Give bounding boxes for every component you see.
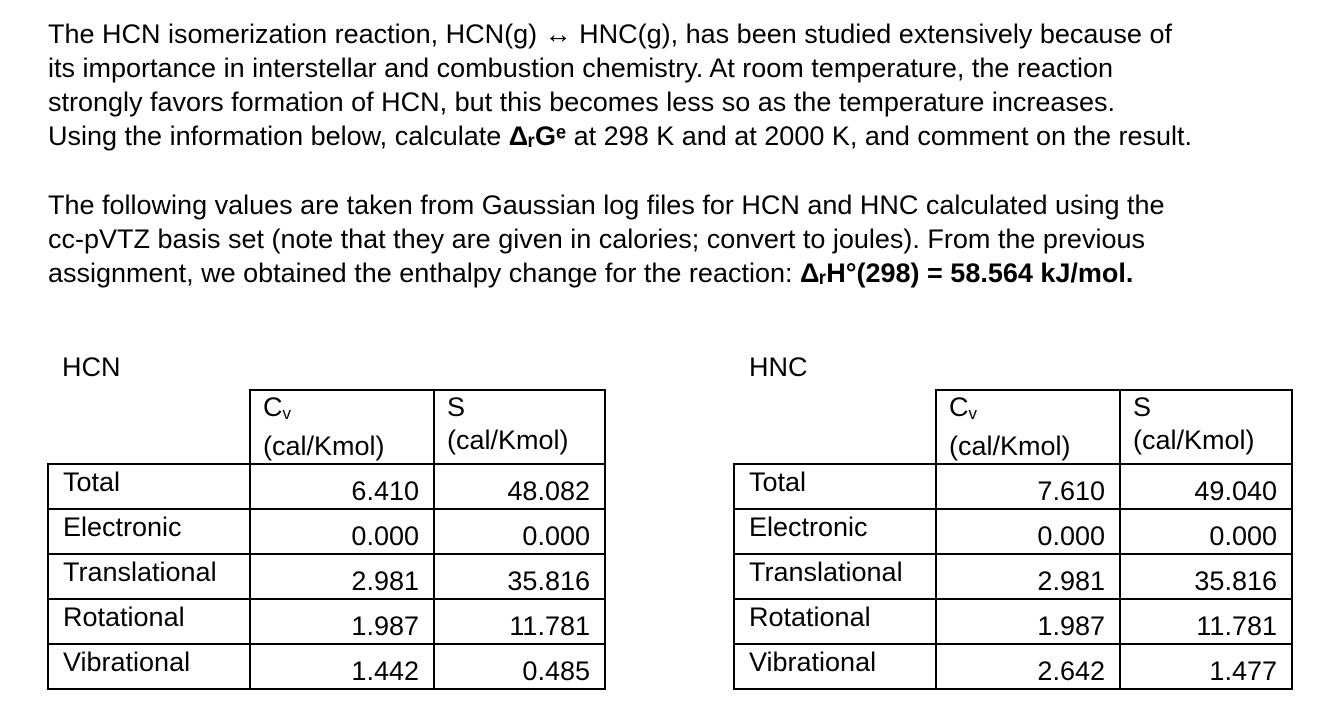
table-row (48, 644, 605, 689)
s-value: 35.816 (1120, 554, 1292, 599)
cv-value: 2.981 (936, 554, 1120, 599)
empty-corner-cell (48, 390, 250, 464)
cv-header: $C_v$ (cal/Kmol) (936, 390, 1120, 464)
problem-text: at 298 K and at 2000 K, and comment on the result. (566, 121, 1193, 151)
info-line: The following values are taken from Gaussian log files for HCN and HNC calculated using the (48, 190, 1165, 220)
hcn-table (47, 389, 606, 690)
row-label: Vibrational (734, 644, 936, 689)
info-text: assignment, we obtained the enthalpy change for the reaction: (48, 258, 800, 288)
s-value: 35.816 (434, 554, 605, 599)
s-header: S (cal/Kmol) (1120, 390, 1292, 464)
s-value: 0.485 (434, 644, 605, 689)
table-header-row (734, 390, 1292, 464)
cv-value: 1.442 (250, 644, 434, 689)
problem-text: Using the information below, calculate (48, 121, 509, 151)
row-label: Rotational (48, 599, 250, 644)
problem-line: strongly favors formation of HCN, but this becomes less so as the temperature increases. (48, 87, 1115, 117)
s-value: 0.000 (434, 509, 605, 554)
table-row (48, 599, 605, 644)
row-label: Total (48, 464, 250, 509)
s-value: 11.781 (1120, 599, 1292, 644)
hcn-table-title: HCN (62, 352, 121, 382)
info-paragraph (48, 188, 1165, 290)
table-row (48, 509, 605, 554)
row-label: Translational (48, 554, 250, 599)
row-label: Total (734, 464, 936, 509)
table-row (734, 509, 1292, 554)
gibbs-symbol: ΔᵣGᵉ (508, 121, 567, 151)
table-row (734, 644, 1292, 689)
table-row (48, 554, 605, 599)
hnc-table (733, 389, 1293, 690)
enthalpy-value: ΔᵣH°(298) = 58.564 kJ/mol. (800, 258, 1134, 288)
hnc-table-body (734, 390, 1292, 689)
table-row (734, 464, 1292, 509)
info-line (48, 256, 1165, 290)
problem-line: its importance in interstellar and combustion chemistry. At room temperature, the reaction (48, 53, 1113, 83)
row-label: Electronic (734, 509, 936, 554)
s-value: 49.040 (1120, 464, 1292, 509)
s-value: 1.477 (1120, 644, 1292, 689)
cv-value: 6.410 (250, 464, 434, 509)
hnc-table-title: HNC (749, 352, 808, 382)
empty-corner-cell (734, 390, 936, 464)
s-value: 48.082 (434, 464, 605, 509)
row-label: Vibrational (48, 644, 250, 689)
problem-line (48, 119, 1192, 153)
cv-value: 0.000 (936, 509, 1120, 554)
problem-line: The HCN isomerization reaction, HCN(g) ↔ HNC(g), has been studied extensively because of (48, 19, 1172, 49)
cv-value: 1.987 (936, 599, 1120, 644)
table-row (734, 554, 1292, 599)
s-header: S (cal/Kmol) (434, 390, 605, 464)
s-value: 0.000 (1120, 509, 1292, 554)
s-value: 11.781 (434, 599, 605, 644)
table-header-row (48, 390, 605, 464)
row-label: Electronic (48, 509, 250, 554)
cv-value: 2.981 (250, 554, 434, 599)
table-row (734, 599, 1292, 644)
hcn-table-body (48, 390, 605, 689)
table-row (48, 464, 605, 509)
problem-statement (48, 17, 1192, 153)
cv-header: $C_v$ (cal/Kmol) (250, 390, 434, 464)
row-label: Translational (734, 554, 936, 599)
info-line: cc-pVTZ basis set (note that they are given in calories; convert to joules). From the previous (48, 224, 1145, 254)
cv-value: 2.642 (936, 644, 1120, 689)
cv-value: 0.000 (250, 509, 434, 554)
cv-value: 1.987 (250, 599, 434, 644)
cv-value: 7.610 (936, 464, 1120, 509)
row-label: Rotational (734, 599, 936, 644)
